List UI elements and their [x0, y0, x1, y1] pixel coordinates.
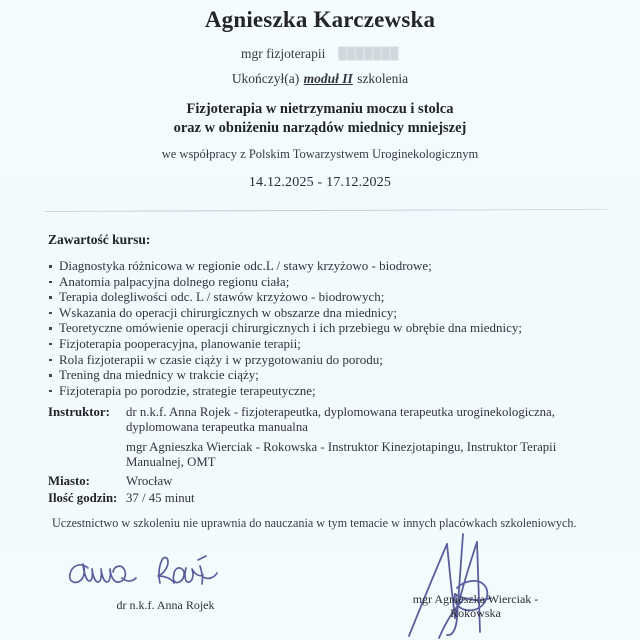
course-title-line-2: oraz w obniżeniu narządów miednicy mniejszej	[173, 120, 467, 136]
signature-right-name-line-2: Rokowska	[450, 606, 501, 620]
instructor-label: Instruktor:	[48, 405, 110, 419]
recipient-name: Agnieszka Karczewska	[204, 7, 436, 32]
disclaimer-text: Uczestnictwo w szkoleniu nie uprawnia do nauczania w tym temacie w innych placówkach szkoleniowych.	[52, 516, 577, 530]
city-row	[48, 474, 195, 489]
date-range: 14.12.2025 - 17.12.2025	[248, 175, 392, 190]
hours-label: Ilość godzin:	[48, 491, 118, 506]
course-topic-item: Terapia dolegliwości odc. L / stawów krzyżowo - biodrowych;	[48, 289, 522, 305]
course-topic-item: Diagnostyka różnicowa w regionie odc.L / stawy krzyżowo - biodrowe;	[48, 258, 522, 274]
instructor-2-line-1: mgr Agnieszka Wierciak - Rokowska - Instruktor Kinezjotapingu, Instruktor Terapii	[126, 439, 557, 454]
instructor-block	[48, 405, 556, 471]
completed-suffix: szkolenia	[357, 71, 409, 86]
module-name: moduł II	[303, 71, 353, 86]
hours-row	[48, 491, 195, 506]
signature-right-name-line-1: mgr Agnieszka Wierciak -	[412, 592, 539, 606]
course-content-heading: Zawartość kursu:	[48, 232, 151, 247]
signature-caption-left	[48, 598, 283, 612]
course-title-line-1: Fizjoterapia w nietrzymaniu moczu i stolca	[186, 101, 454, 117]
instructor-row	[48, 405, 556, 471]
horizontal-divider	[45, 209, 607, 212]
details-block	[48, 474, 195, 507]
degree-row	[0, 46, 640, 62]
signature-caption-right	[368, 592, 583, 620]
instructor-1-line-1: dr n.k.f. Anna Rojek - fizjoterapeutka, dyplomowana terapeutka uroginekologiczna,	[126, 405, 555, 419]
course-topic-item: Wskazania do operacji chirurgicznych w obszarze dna miednicy;	[48, 305, 522, 321]
course-topic-item: Fizjoterapia po porodzie, strategie terapeutyczne;	[48, 383, 522, 399]
course-topic-item: Rola fizjoterapii w czasie ciąży i w przygotowaniu do porodu;	[48, 352, 522, 368]
course-topic-item: Teoretyczne omówienie operacji chirurgicznych i ich przebiegu w obrębie dna miednicy;	[48, 320, 522, 336]
instructor-value	[126, 405, 556, 471]
course-topic-item: Fizjoterapia pooperacyjna, planowanie terapii;	[48, 336, 522, 352]
course-topic-item: Anatomia palpacyjna dolnego regionu ciała;	[48, 274, 522, 290]
completed-prefix: Ukończył(a)	[231, 71, 300, 86]
cooperation-note: we współpracy z Polskim Towarzystwem Uroginekologicznym	[161, 147, 479, 161]
completion-row	[0, 71, 640, 87]
course-title	[0, 100, 640, 138]
instructor-1-line-2: dyplomowana terapeutka manualna	[126, 420, 308, 435]
course-topic-list	[48, 258, 522, 398]
instructor-2-line-2: Manualnej, OMT	[126, 455, 216, 470]
city-label: Miasto:	[48, 474, 90, 488]
city-value: Wrocław	[126, 474, 173, 488]
course-topic-item: Trening dna miednicy w trakcie ciąży;	[48, 367, 522, 383]
hours-value: 37 / 45 minut	[126, 491, 195, 506]
signature-left-name: dr n.k.f. Anna Rojek	[116, 598, 215, 612]
degree-text: mgr fizjoterapii	[241, 46, 326, 61]
redacted-text: ███████	[338, 48, 399, 60]
